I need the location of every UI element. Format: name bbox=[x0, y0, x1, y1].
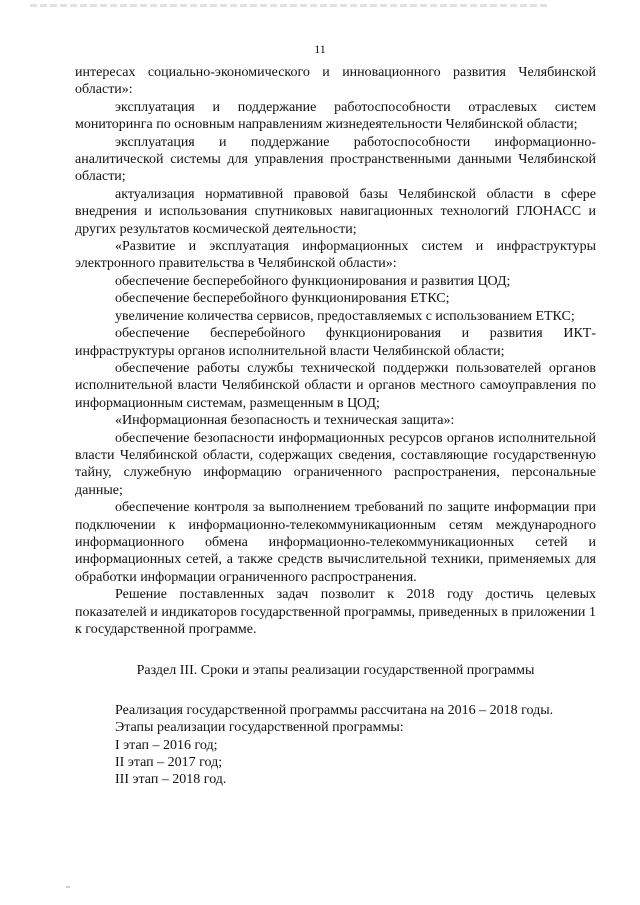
paragraph: обеспечение контроля за выполнением требований по защите информации при подключении к информационно-телекоммуникационным сетям международного информационного обмена информационно-телекоммуникационных сетей и информационных сетей, а также средств вычислительной техники, применяемых для обработки информации ограниченного распространения. bbox=[75, 500, 596, 585]
scan-artifact-line bbox=[30, 4, 550, 7]
scan-artifact-dot bbox=[66, 886, 70, 888]
section-line: I этап – 2016 год; bbox=[115, 737, 218, 753]
section-line: III этап – 2018 год. bbox=[115, 772, 227, 788]
paragraph: обеспечение бесперебойного функционирования и развития ЦОД; bbox=[115, 273, 511, 289]
paragraph: обеспечение бесперебойного функционирования и развития ИКТ-инфраструктуры органов исполнительной власти Челябинской области; bbox=[75, 326, 596, 359]
paragraph: интересах социально-экономического и инновационного развития Челябинской области»: bbox=[75, 65, 596, 98]
paragraph: эксплуатация и поддержание работоспособности информационно-аналитической системы для управления пространственными данными Челябинской области; bbox=[75, 134, 596, 185]
document-body bbox=[75, 64, 596, 789]
paragraph: эксплуатация и поддержание работоспособности отраслевых систем мониторинга по основным направлениям жизнедеятельности Челябинской области; bbox=[75, 99, 596, 133]
paragraph: Решение поставленных задач позволит к 2018 году достичь целевых показателей и индикаторов государственной программы, приведенных в приложении 1 к государственной программе. bbox=[75, 587, 596, 637]
section-line: Этапы реализации государственной программы: bbox=[115, 720, 404, 736]
paragraph: обеспечение безопасности информационных ресурсов органов исполнительной власти Челябинской области, содержащих сведения, составляющие государственную тайну, служебную информацию ограниченного распространения, персональные данные; bbox=[75, 430, 596, 498]
section-lines bbox=[75, 702, 596, 789]
page-number: 11 bbox=[314, 42, 326, 56]
section-heading: Раздел III. Сроки и этапы реализации государственной программы bbox=[136, 663, 535, 679]
paragraph: увеличение количества сервисов, предоставляемых с использованием ЕТКС; bbox=[115, 308, 575, 324]
paragraph: обеспечение работы службы технической поддержки пользователей органов исполнительной власти Челябинской области и органов местного самоуправления по информационным системам, размещенным в ЦОД; bbox=[75, 360, 596, 411]
paragraph: обеспечение бесперебойного функционирования ЕТКС; bbox=[115, 291, 450, 307]
section-line: Реализация государственной программы рассчитана на 2016 – 2018 годы. bbox=[115, 702, 554, 718]
paragraph-list bbox=[75, 64, 596, 638]
paragraph: актуализация нормативной правовой базы Челябинской области в сфере внедрения и использования спутниковых навигационных технологий ГЛОНАСС и других результатов космической деятельности; bbox=[75, 186, 596, 237]
section-line: II этап – 2017 год; bbox=[115, 755, 223, 771]
paragraph: «Развитие и эксплуатация информационных систем и инфраструктуры электронного правительства в Челябинской области»: bbox=[75, 239, 596, 272]
paragraph: «Информационная безопасность и техническая защита»: bbox=[115, 413, 455, 429]
